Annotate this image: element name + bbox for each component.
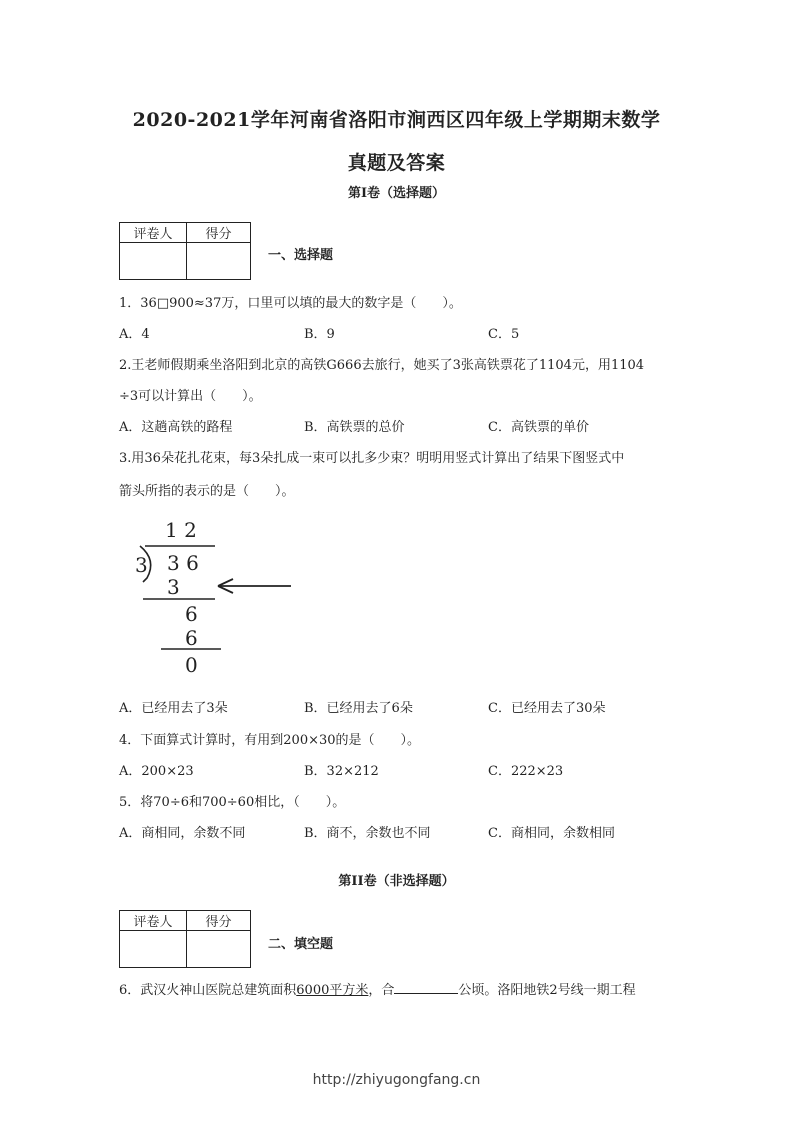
question-3-line1: 3.用36朵花扎花束，每3朵扎成一束可以扎多少束？明明用竖式计算出了结果下图竖式中 [119, 451, 625, 466]
q3-option-b: B．已经用去了6朵 [304, 701, 413, 716]
division-remainder1: 6 [185, 602, 198, 626]
long-division-figure [125, 512, 305, 682]
q2-option-b: B．高铁票的总价 [304, 420, 405, 435]
q4-option-b: B．32×212 [304, 764, 379, 779]
q2-option-a: A．这趟高铁的路程 [119, 420, 233, 435]
q5-option-a: A．商相同，余数不同 [119, 826, 246, 841]
page-title-line2: 真题及答案 [347, 152, 446, 174]
division-step1: 3 [167, 575, 180, 599]
q6-area: 6000平方米 [296, 983, 369, 998]
q3-option-a: A．已经用去了3朵 [119, 701, 228, 716]
volume-heading-1: 第I卷（选择题） [347, 186, 446, 201]
grader-header: 评卷人 [120, 223, 187, 243]
section-heading-fill: 二、填空题 [268, 937, 334, 952]
q6-prefix: 6．武汉火神山医院总建筑面积 [119, 983, 297, 998]
q1-option-c: C．5 [488, 327, 520, 342]
question-5: 5．将70÷6和700÷60相比，（ ）。 [119, 795, 346, 810]
q1-option-b: B．9 [304, 327, 335, 342]
grader-header: 评卷人 [120, 911, 187, 931]
q6-mid: ，合 [368, 983, 395, 998]
score-cell [187, 931, 251, 968]
question-1: 1．36□900≈37万，口里可以填的最大的数字是（ ）。 [119, 296, 462, 311]
score-cell [187, 243, 251, 280]
q4-option-a: A．200×23 [119, 764, 194, 779]
footer-url[interactable]: http://zhiyugongfang.cn [312, 1072, 481, 1088]
q2-option-c: C．高铁票的单价 [488, 420, 589, 435]
section-heading-choice: 一、选择题 [268, 248, 334, 263]
q3-option-c: C．已经用去了30朵 [488, 701, 606, 716]
division-divisor: 3 [135, 553, 148, 577]
question-2-line2: ÷3可以计算出（ ）。 [119, 389, 262, 404]
score-header: 得分 [187, 223, 251, 243]
q5-option-c: C．商相同，余数相同 [488, 826, 615, 841]
division-dividend: 3 6 [167, 551, 199, 575]
question-6 [119, 979, 636, 998]
division-step2: 6 [185, 626, 198, 650]
q4-option-c: C．222×23 [488, 764, 564, 779]
question-3-line2: 箭头所指的表示的是（ ）。 [119, 484, 295, 499]
q1-option-a: A．4 [119, 327, 150, 342]
score-table-1 [119, 222, 251, 280]
score-header: 得分 [187, 911, 251, 931]
division-quotient: 1 2 [165, 518, 197, 542]
question-4: 4．下面算式计算时，有用到200×30的是（ ）。 [119, 733, 421, 748]
question-2-line1: 2.王老师假期乘坐洛阳到北京的高铁G666去旅行，她买了3张高铁票花了1104元，用1104 [119, 358, 645, 373]
q5-option-b: B．商不，余数也不同 [304, 826, 431, 841]
q6-answer-blank[interactable] [394, 981, 458, 994]
grader-cell [120, 243, 187, 280]
score-table-2 [119, 910, 251, 968]
grader-cell [120, 931, 187, 968]
division-final: 0 [185, 653, 198, 677]
q6-suffix: 公顷。洛阳地铁2号线一期工程 [458, 983, 636, 998]
page-title: 2020-2021学年河南省洛阳市涧西区四年级上学期期末数学 [132, 109, 661, 131]
volume-heading-2: 第II卷（非选择题） [338, 874, 455, 889]
